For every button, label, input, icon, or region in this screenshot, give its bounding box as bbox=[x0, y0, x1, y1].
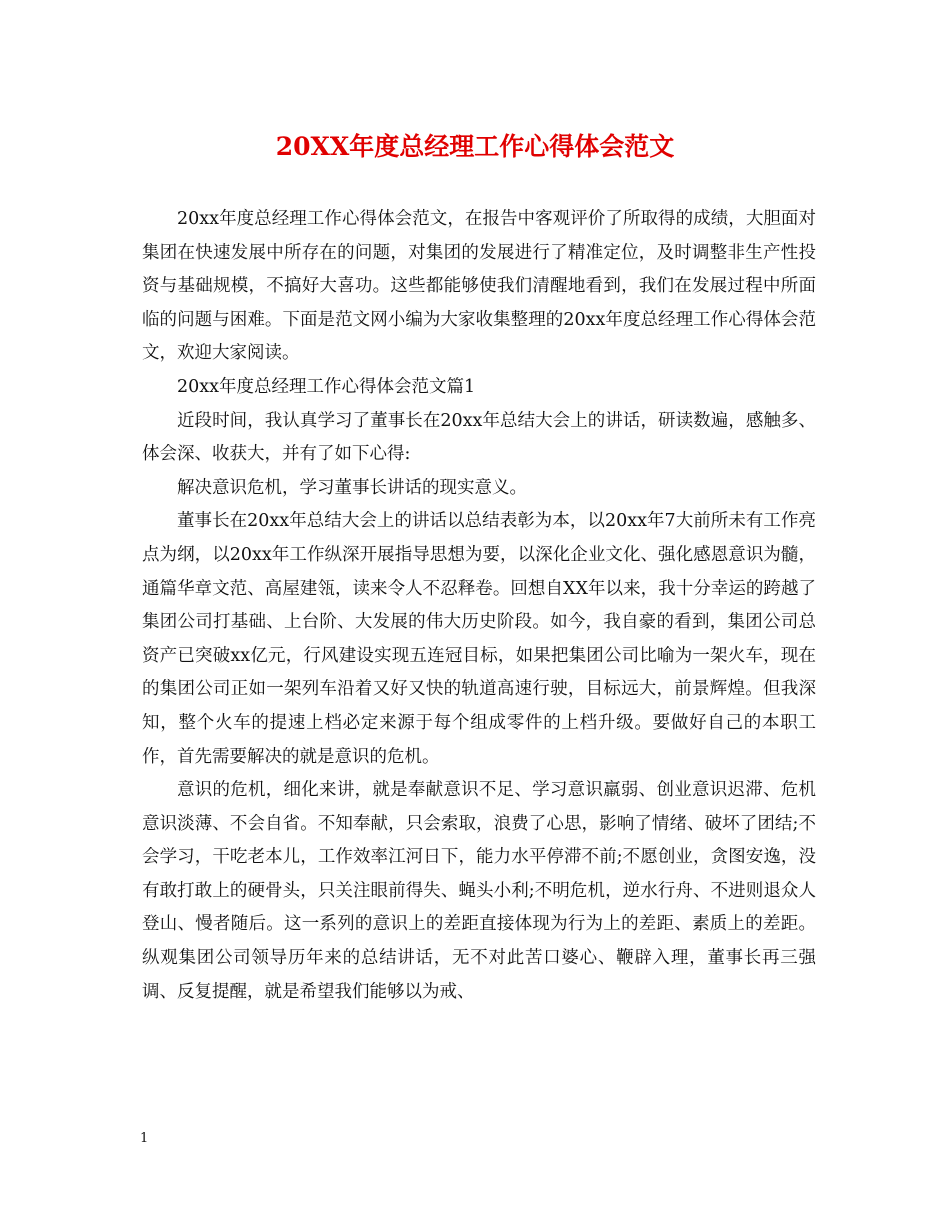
page-number: 1 bbox=[140, 1131, 149, 1146]
paragraph-intro: 20xx年度总经理工作心得体会范文，在报告中客观评价了所取得的成绩，大胆面对集团在快速发展中所存在的问题，对集团的发展进行了精准定位，及时调整非生产性投资与基础规模，不搞好大喜功。这些都能够使我们清醒地看到，我们在发展过程中所面临的问题与困难。下面是范文网小编为大家收集整理的20xx年度总经理工作心得体会范文，欢迎大家阅读。 bbox=[142, 209, 816, 364]
paragraph: 近段时间，我认真学习了董事长在20xx年总结大会上的讲话，研读数遍，感触多、体会深、收获大，并有了如下心得: bbox=[142, 410, 816, 465]
paragraph-section-heading: 20xx年度总经理工作心得体会范文篇1 bbox=[177, 376, 476, 397]
paragraph: 董事长在20xx年总结大会上的讲话以总结表彰为本，以20xx年7大前所未有工作亮点为纲，以20xx年工作纵深开展指导思想为要，以深化企业文化、强化感恩意识为髓，通篇华章文范、高屋建瓴，读来令人不忍释卷。回想自XX年以来，我十分幸运的跨越了集团公司打基础、上台阶、大发展的伟大历史阶段。如今，我自豪的看到，集团公司总资产已突破xx亿元，行风建设实现五连冠目标，如果把集团公司比喻为一架火车，现在的集团公司正如一架列车沿着又好又快的轨道高速行驶，目标远大，前景辉煌。但我深知，整个火车的提速上档必定来源于每个组成零件的上档升级。要做好自己的本职工作，首先需要解决的就是意识的危机。 bbox=[142, 511, 816, 767]
paragraph: 意识的危机，细化来讲，就是奉献意识不足、学习意识羸弱、创业意识迟滞、危机意识淡薄、不会自省。不知奉献，只会索取，浪费了心思，影响了情绪、破坏了团结;不会学习，干吃老本儿，工作效率江河日下，能力水平停滞不前;不愿创业，贪图安逸，没有敢打敢上的硬骨头，只关注眼前得失、蝇头小利;不明危机，逆水行舟、不进则退众人登山、慢者随后。这一系列的意识上的差距直接体现为行为上的差距、素质上的差距。纵观集团公司领导历年来的总结讲话，无不对此苦口婆心、鞭辟入理，董事长再三强调、反复提醒，就是希望我们能够以为戒、 bbox=[142, 780, 816, 1002]
document-title: 20XX年度总经理工作心得体会范文 bbox=[275, 132, 675, 161]
paragraph: 解决意识危机，学习董事长讲话的现实意义。 bbox=[177, 477, 527, 498]
document-body bbox=[142, 203, 816, 1009]
